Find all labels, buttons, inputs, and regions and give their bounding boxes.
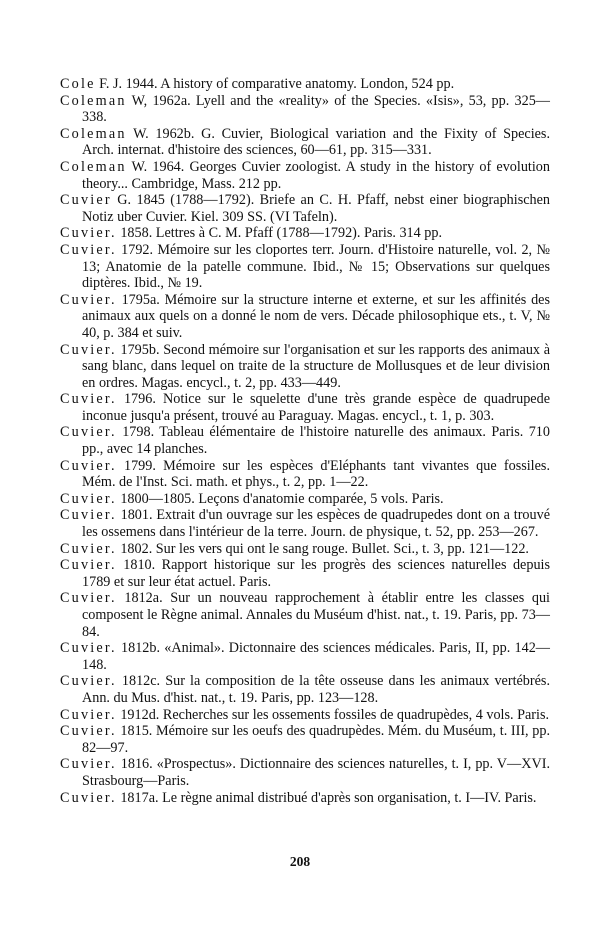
reference-entry	[60, 723, 550, 756]
reference-text: 1858. Lettres à C. M. Pfaff (1788—1792). Paris. 314 pp.	[116, 225, 443, 242]
reference-text: 1798. Tableau élémentaire de l'histoire naturelle des animaux. Paris. 710 pp., avec 14 planches.	[82, 424, 550, 458]
reference-entry	[60, 790, 550, 807]
reference-text: W. 1964. Georges Cuvier zoologist. A study in the history of evolution theory... Cambridge, Mass. 212 pp.	[82, 158, 550, 192]
reference-text: 1801. Extrait d'un ouvrage sur les espèces de quadrupedes dont on a trouvé les ossemens dans l'intérieur de la terre. Journ. de physique, t. 52, pp. 253—267.	[82, 507, 550, 541]
reference-author: Cuvier.	[60, 723, 117, 740]
reference-author: Coleman	[60, 92, 127, 109]
reference-text: 1796. Notice sur le squelette d'une très grande espèce de quadrupede inconue jusqu'a présent, trouvé au Paraguay. Magas. encycl., t. 1, p. 303.	[82, 391, 550, 424]
reference-text: F. J. 1944. A history of comparative anatomy. London, 524 pp.	[95, 76, 455, 92]
reference-author: Cuvier.	[60, 457, 117, 474]
reference-entry	[60, 673, 550, 706]
reference-text: 1800—1805. Leçons d'anatomie comparée, 5 vols. Paris.	[116, 490, 444, 507]
reference-author: Cuvier.	[60, 590, 117, 607]
reference-entry	[60, 126, 550, 159]
reference-entry	[60, 292, 550, 342]
reference-entry	[60, 391, 550, 424]
reference-author: Cole	[60, 76, 96, 92]
reference-text: 1817a. Le règne animal distribué d'après son organisation, t. I—IV. Paris.	[116, 789, 537, 806]
reference-author: Cuvier	[60, 192, 112, 209]
reference-text: 1802. Sur les vers qui ont le sang rouge. Bullet. Sci., t. 3, pp. 121—122.	[116, 540, 529, 557]
reference-author: Cuvier.	[60, 490, 117, 507]
reference-text: W. 1962b. G. Cuvier, Biological variation and the Fixity of Species. Arch. internat. d'histoire des sciences, 60—61, pp. 315—331.	[82, 125, 550, 159]
reference-text: 1812a. Sur un nouveau rapprochement à établir entre les classes qui composent le Règne animal. Annales du Muséum d'hist. nat., t. 19. Paris, pp. 73—84.	[82, 590, 550, 640]
reference-entry	[60, 640, 550, 673]
reference-author: Cuvier.	[60, 640, 117, 657]
reference-entry	[60, 707, 550, 724]
reference-entry	[60, 159, 550, 192]
reference-entry	[60, 491, 550, 508]
reference-text: 1912d. Recherches sur les ossements fossiles de quadrupèdes, 4 vols. Paris.	[116, 706, 550, 723]
reference-entry	[60, 507, 550, 540]
page-number: 208	[289, 854, 311, 869]
reference-author: Coleman	[60, 158, 127, 175]
reference-text: G. 1845 (1788—1792). Briefe an C. H. Pfaff, nebst einer biographischen Notiz uber Cuvier. Kiel. 309 SS. (VI Tafeln).	[82, 192, 550, 225]
reference-text: W, 1962a. Lyell and the «reality» of the Species. «Isis», 53, pp. 325—338.	[82, 92, 550, 126]
reference-author: Cuvier.	[60, 424, 117, 441]
reference-author: Cuvier.	[60, 557, 117, 574]
reference-entry	[60, 424, 550, 457]
reference-entry	[60, 541, 550, 558]
reference-author: Cuvier.	[60, 756, 117, 773]
reference-entry	[60, 590, 550, 640]
reference-author: Cuvier.	[60, 341, 117, 358]
reference-entry	[60, 93, 550, 126]
reference-author: Cuvier.	[60, 673, 117, 690]
reference-text: 1812c. Sur la composition de la tête osseuse dans les animaux vertébrés. Ann. du Mus. d'hist. nat., t. 19. Paris, pp. 123—128.	[82, 673, 550, 706]
reference-entry	[60, 76, 550, 93]
reference-author: Cuvier.	[60, 789, 117, 806]
reference-entry	[60, 242, 550, 292]
reference-author: Coleman	[60, 125, 127, 142]
reference-text: 1810. Rapport historique sur les progrès des sciences naturelles depuis 1789 et sur leur état actuel. Paris.	[82, 557, 550, 590]
reference-author: Cuvier.	[60, 225, 117, 242]
reference-author: Cuvier.	[60, 706, 117, 723]
reference-entry	[60, 458, 550, 491]
reference-author: Cuvier.	[60, 241, 117, 258]
reference-entry	[60, 225, 550, 242]
reference-entry	[60, 557, 550, 590]
reference-author: Cuvier.	[60, 291, 117, 308]
reference-text: 1799. Mémoire sur les espèces d'Eléphants tant vivantes que fossiles. Mém. de l'Inst. Sci. math. et phys., t. 2, pp. 1—22.	[82, 457, 550, 491]
bibliography-list	[60, 76, 550, 806]
reference-text: 1795a. Mémoire sur la structure interne et externe, et sur les affinités des animaux aux quels on a donné le nom de vers. Décade philosophique ets., t. V, № 40, p. 384 et suiv.	[82, 291, 550, 341]
reference-author: Cuvier.	[60, 507, 117, 524]
reference-entry	[60, 756, 550, 789]
reference-text: 1795b. Second mémoire sur l'organisation et sur les rapports des animaux à sang blanc, dans lequel on traite de la structure de Mollusques et de leur division en ordres. Magas. encycl., t. 2, pp. 433—449.	[82, 341, 550, 391]
reference-entry	[60, 342, 550, 392]
reference-text: 1815. Mémoire sur les oeufs des quadrupèdes. Mém. du Muséum, t. III, pp. 82—97.	[82, 723, 550, 756]
reference-author: Cuvier.	[60, 540, 117, 557]
reference-entry	[60, 192, 550, 225]
reference-text: 1792. Mémoire sur les cloportes terr. Journ. d'Histoire naturelle, vol. 2, № 13; Anatomie de la patelle commune. Ibid., № 15; Observations sur quelques diptères. Ibid., № 19.	[82, 241, 550, 292]
reference-text: 1812b. «Animal». Dictonnaire des sciences médicales. Paris, II, pp. 142—148.	[82, 640, 550, 673]
reference-text: 1816. «Prospectus». Dictionnaire des sciences naturelles, t. I, pp. V—XVI. Strasbourg—Paris.	[82, 756, 550, 789]
reference-author: Cuvier.	[60, 391, 117, 408]
